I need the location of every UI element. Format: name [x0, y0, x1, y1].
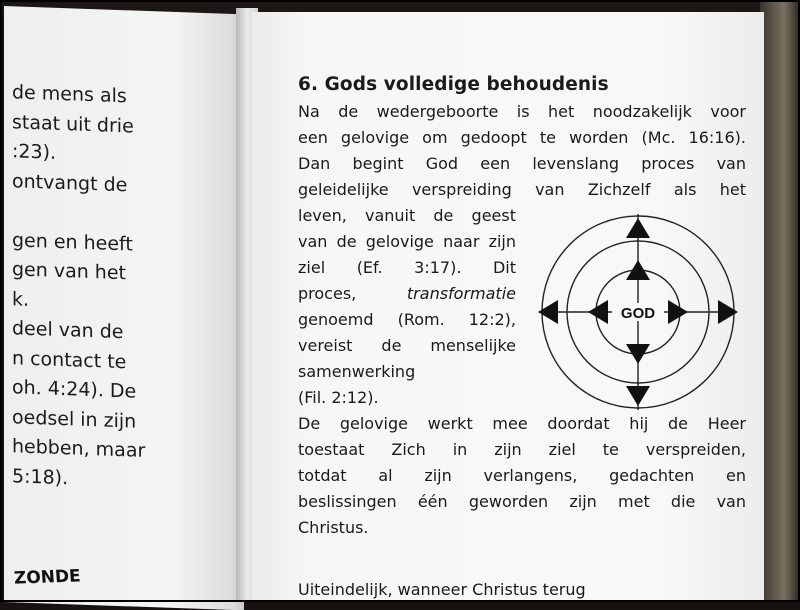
paragraph-line: vereist de menselijke: [298, 336, 516, 355]
left-page-footer: ZONDE: [13, 566, 82, 589]
left-line: de mens als: [12, 81, 127, 108]
paragraph-line: beslissingen één geworden zijn met die van: [298, 492, 746, 511]
paragraph-line: ziel (Ef. 3:17). Dit: [298, 258, 516, 277]
arrow-up-inner-icon: [626, 260, 650, 280]
god-spreading-diagram: [532, 206, 744, 418]
left-page-text: [12, 78, 162, 496]
left-line: deel van de: [12, 317, 124, 344]
left-line: gen en heeft: [12, 228, 133, 255]
paragraph-line: genoemd (Rom. 12:2),: [298, 310, 516, 329]
paragraph-line: totdat al zijn verlangens, gedachten en: [298, 466, 746, 485]
left-page: [4, 6, 244, 610]
arrow-up-outer-icon: [626, 218, 650, 238]
paragraph-line: De gelovige werkt mee doordat hij de Heer: [298, 414, 746, 433]
left-line: ontvangt de: [12, 169, 128, 196]
cut-off-line: Uiteindelijk, wanneer Christus terug: [298, 580, 586, 599]
right-page: [252, 12, 764, 602]
paragraph-line: geleidelijke verspreiding van Zichzelf als het: [298, 180, 746, 199]
left-line: staat uit drie: [12, 110, 134, 138]
arrow-left-inner-icon: [588, 300, 608, 324]
paragraph-line: (Fil. 2:12).: [298, 388, 379, 407]
table-edge: [760, 0, 800, 602]
left-line: oedsel in zijn: [12, 405, 137, 433]
paragraph-line: Dan begint God een levenslang proces van: [298, 154, 746, 173]
paragraph-line: [298, 281, 516, 307]
paragraph-line: samenwerking: [298, 362, 416, 381]
arrow-down-outer-icon: [626, 386, 650, 406]
left-line: k.: [12, 287, 30, 311]
paragraph-line: van de gelovige naar zijn: [298, 232, 516, 251]
paragraph-line: Na de wedergeboorte is het noodzakelijk voor: [298, 102, 746, 121]
left-line: :23).: [12, 140, 57, 164]
paragraph-word: proces,: [298, 284, 357, 303]
arrow-left-outer-icon: [538, 300, 558, 324]
paragraph-line: een gelovige om gedoopt te worden (Mc. 16:16).: [298, 128, 746, 147]
paragraph-line: Christus.: [298, 518, 369, 537]
left-line: hebben, maar: [12, 435, 146, 462]
arrow-right-inner-icon: [668, 300, 688, 324]
arrow-right-outer-icon: [718, 300, 738, 324]
left-line: oh. 4:24). De: [12, 376, 137, 403]
left-line: 5:18).: [12, 464, 69, 489]
arrow-down-inner-icon: [626, 344, 650, 364]
section-heading: 6. Gods volledige behoudenis: [298, 74, 609, 95]
paragraph-line: toestaat Zich in zijn ziel te verspreiden,: [298, 440, 746, 459]
paragraph-line: leven, vanuit de geest: [298, 206, 516, 225]
left-line: n contact te: [12, 346, 127, 373]
left-line: gen van het: [12, 258, 126, 285]
god-label: GOD: [620, 305, 656, 322]
emphasis-word: transformatie: [406, 284, 516, 303]
